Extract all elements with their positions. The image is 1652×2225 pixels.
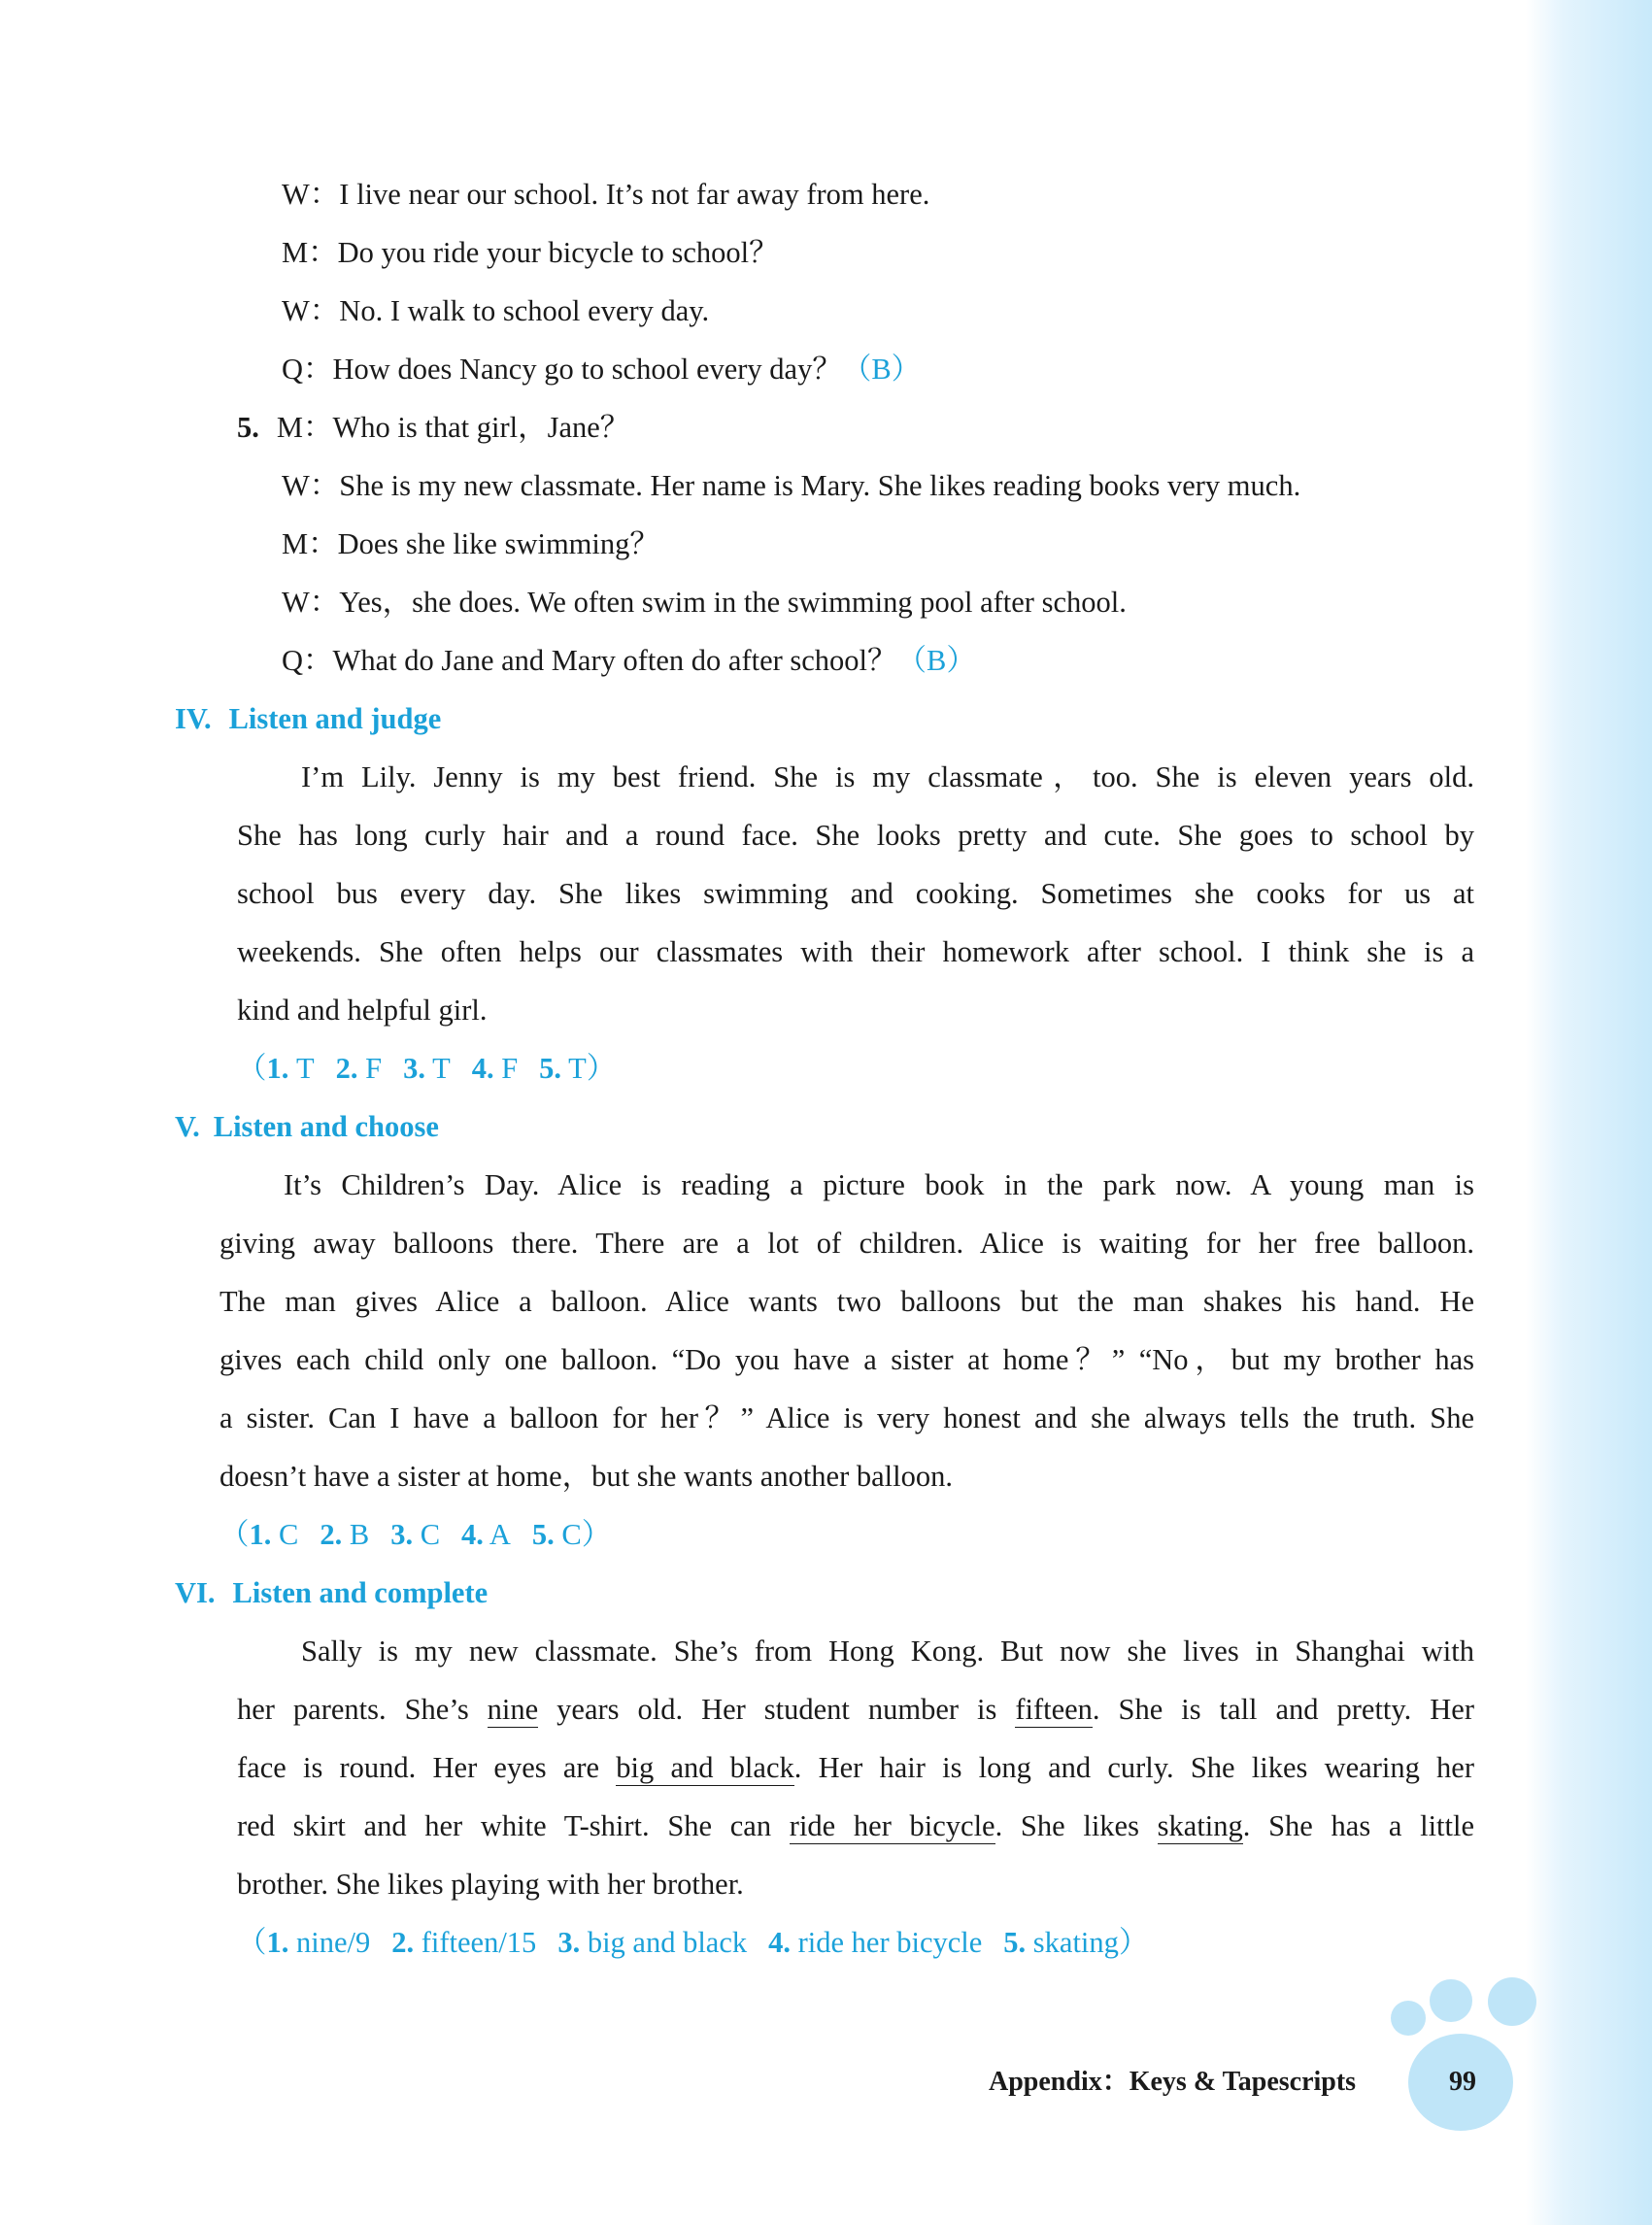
text-run: . She is tall and pretty. Her (1092, 1693, 1474, 1726)
text-run: . She has a little (1242, 1809, 1475, 1842)
speaker: W： (282, 178, 340, 211)
paragraph-line: a sister. Can I have a balloon for her？” Alice is very honest and she always tells the truth. She (219, 1401, 1474, 1434)
paren-close: ） (586, 1052, 617, 1085)
paw-toe (1391, 2001, 1426, 2036)
question-line (282, 350, 921, 388)
speaker: M： (282, 236, 338, 269)
dialogue-line (282, 233, 779, 272)
paragraph-line (237, 1806, 1474, 1845)
item-number: 2. (335, 1052, 358, 1085)
paren-close: ） (581, 1518, 612, 1551)
item-number: 3. (557, 1926, 581, 1959)
dialogue-text: I live near our school. It’s not far away from here. (339, 178, 930, 211)
answer: C (561, 1518, 582, 1551)
answer: big and black (587, 1926, 748, 1959)
speaker: W： (282, 294, 340, 327)
dialogue-line (237, 408, 629, 447)
answer: A (489, 1518, 511, 1551)
paragraph-line: weekends. She often helps our classmates with their homework after school. I think she is a (237, 935, 1474, 968)
item-number: 5. (1003, 1926, 1027, 1959)
filled-blank: skating (1157, 1809, 1243, 1842)
text-run: . She likes (995, 1809, 1158, 1842)
filled-blank: fifteen (1015, 1693, 1093, 1726)
paragraph-line: school bus every day. She likes swimming and cooking. Sometimes she cooks for us at (237, 877, 1474, 910)
answer: T (432, 1052, 451, 1085)
item-number: 4. (471, 1052, 494, 1085)
section-roman: VI. (175, 1576, 216, 1609)
section-roman: IV. (175, 702, 212, 735)
paragraph-line: I’m Lily. Jenny is my best friend. She is my classmate，too. She is eleven years old. (301, 760, 1474, 793)
paragraph-line: brother. She likes playing with her brother. (237, 1868, 744, 1901)
dialogue-line (282, 583, 1127, 622)
paragraph-line: It’s Children’s Day. Alice is reading a picture book in the park now. A young man is (284, 1168, 1474, 1201)
text-run: . Her hair is long and curly. She likes wearing her (793, 1751, 1474, 1784)
answer-key: （B） (841, 353, 922, 386)
dialogue-text: Who is that girl，Jane？ (332, 411, 630, 444)
paw-toe (1488, 1977, 1536, 2026)
dialogue-line (282, 291, 709, 330)
paragraph-line: The man gives Alice a balloon. Alice wants two balloons but the man shakes his hand. He (219, 1285, 1474, 1318)
speaker: M： (276, 411, 333, 444)
answer: F (501, 1052, 519, 1085)
question-text: What do Jane and Mary often do after school？ (332, 644, 897, 677)
dialogue-line (282, 524, 659, 563)
answer: skating (1032, 1926, 1119, 1959)
filled-blank: big and black (616, 1751, 794, 1784)
side-decorative-band (1526, 0, 1652, 2225)
answer-key-line (237, 1049, 616, 1088)
item-number: 3. (390, 1518, 414, 1551)
speaker: W： (282, 469, 340, 502)
dialogue-line (282, 175, 929, 214)
answer: B (349, 1518, 370, 1551)
text-run: years old. Her student number is (538, 1693, 1016, 1726)
paragraph-line: Sally is my new classmate. She’s from Hong Kong. But now she lives in Shanghai with (301, 1635, 1474, 1668)
answer: T (568, 1052, 587, 1085)
dialogue-text: Do you ride your bicycle to school？ (337, 236, 779, 269)
item-number: 1. (266, 1052, 289, 1085)
answer-key: （B） (896, 644, 976, 677)
section-heading (175, 1573, 488, 1612)
dialogue-text: No. I walk to school every day. (339, 294, 710, 327)
item-number: 2. (391, 1926, 415, 1959)
filled-blank: nine (487, 1693, 539, 1726)
item-number: 1. (266, 1926, 289, 1959)
page-number: 99 (1449, 2067, 1476, 2097)
speaker: W： (282, 586, 340, 619)
section-roman: V. (175, 1110, 200, 1143)
answer: F (365, 1052, 383, 1085)
item-number: 3. (403, 1052, 425, 1085)
answer-key-line (219, 1515, 611, 1554)
item-number: 1. (249, 1518, 272, 1551)
filled-blank: ride her bicycle (789, 1809, 995, 1842)
item-number: 5. (539, 1052, 562, 1085)
text-run: face is round. Her eyes are (237, 1751, 617, 1784)
text-run: her parents. She’s (237, 1693, 488, 1726)
section-title: Listen and judge (228, 702, 442, 735)
paragraph-line (237, 1748, 1474, 1787)
running-footer: Appendix：Keys & Tapescripts (989, 2067, 1357, 2097)
answer: C (279, 1518, 299, 1551)
section-title: Listen and choose (213, 1110, 439, 1143)
section-heading (175, 1107, 439, 1146)
question-line (282, 641, 976, 680)
paren-open: （ (219, 1518, 250, 1551)
answer: ride her bicycle (797, 1926, 983, 1959)
item-number: 4. (461, 1518, 484, 1551)
answer-key-line (237, 1923, 1148, 1962)
item-number: 4. (768, 1926, 791, 1959)
paragraph-line (237, 1690, 1474, 1729)
item-number: 2. (320, 1518, 343, 1551)
speaker: M： (282, 527, 338, 560)
section-title: Listen and complete (232, 1576, 489, 1609)
answer: nine/9 (296, 1926, 371, 1959)
paragraph-line: She has long curly hair and a round face. She looks pretty and cute. She goes to school by (237, 819, 1474, 852)
paw-toe (1430, 1979, 1472, 2022)
paren-close: ） (1118, 1926, 1149, 1959)
dialogue-text: Does she like swimming？ (337, 527, 659, 560)
item-number: 5. (531, 1518, 555, 1551)
paren-open: （ (237, 1052, 267, 1085)
question-text: How does Nancy go to school every day？ (332, 353, 842, 386)
answer: C (420, 1518, 441, 1551)
question-number: 5. (237, 411, 259, 444)
dialogue-line (282, 466, 1300, 505)
dialogue-text: She is my new classmate. Her name is Mary. She likes reading books very much. (339, 469, 1301, 502)
paragraph-line: giving away balloons there. There are a lot of children. Alice is waiting for her free balloon. (219, 1227, 1474, 1260)
dialogue-text: Yes，she does. We often swim in the swimming pool after school. (339, 586, 1127, 619)
paragraph-line: kind and helpful girl. (237, 994, 488, 1027)
answer: fifteen/15 (421, 1926, 537, 1959)
speaker: Q： (282, 353, 333, 386)
paren-open: （ (237, 1926, 267, 1959)
text-run: red skirt and her white T-shirt. She can (237, 1809, 790, 1842)
answer: T (296, 1052, 315, 1085)
section-heading (175, 699, 441, 738)
speaker: Q： (282, 644, 333, 677)
paragraph-line: gives each child only one balloon. “Do you have a sister at home？” “No，but my brother has (219, 1343, 1474, 1376)
paragraph-line: doesn’t have a sister at home，but she wants another balloon. (219, 1460, 953, 1493)
